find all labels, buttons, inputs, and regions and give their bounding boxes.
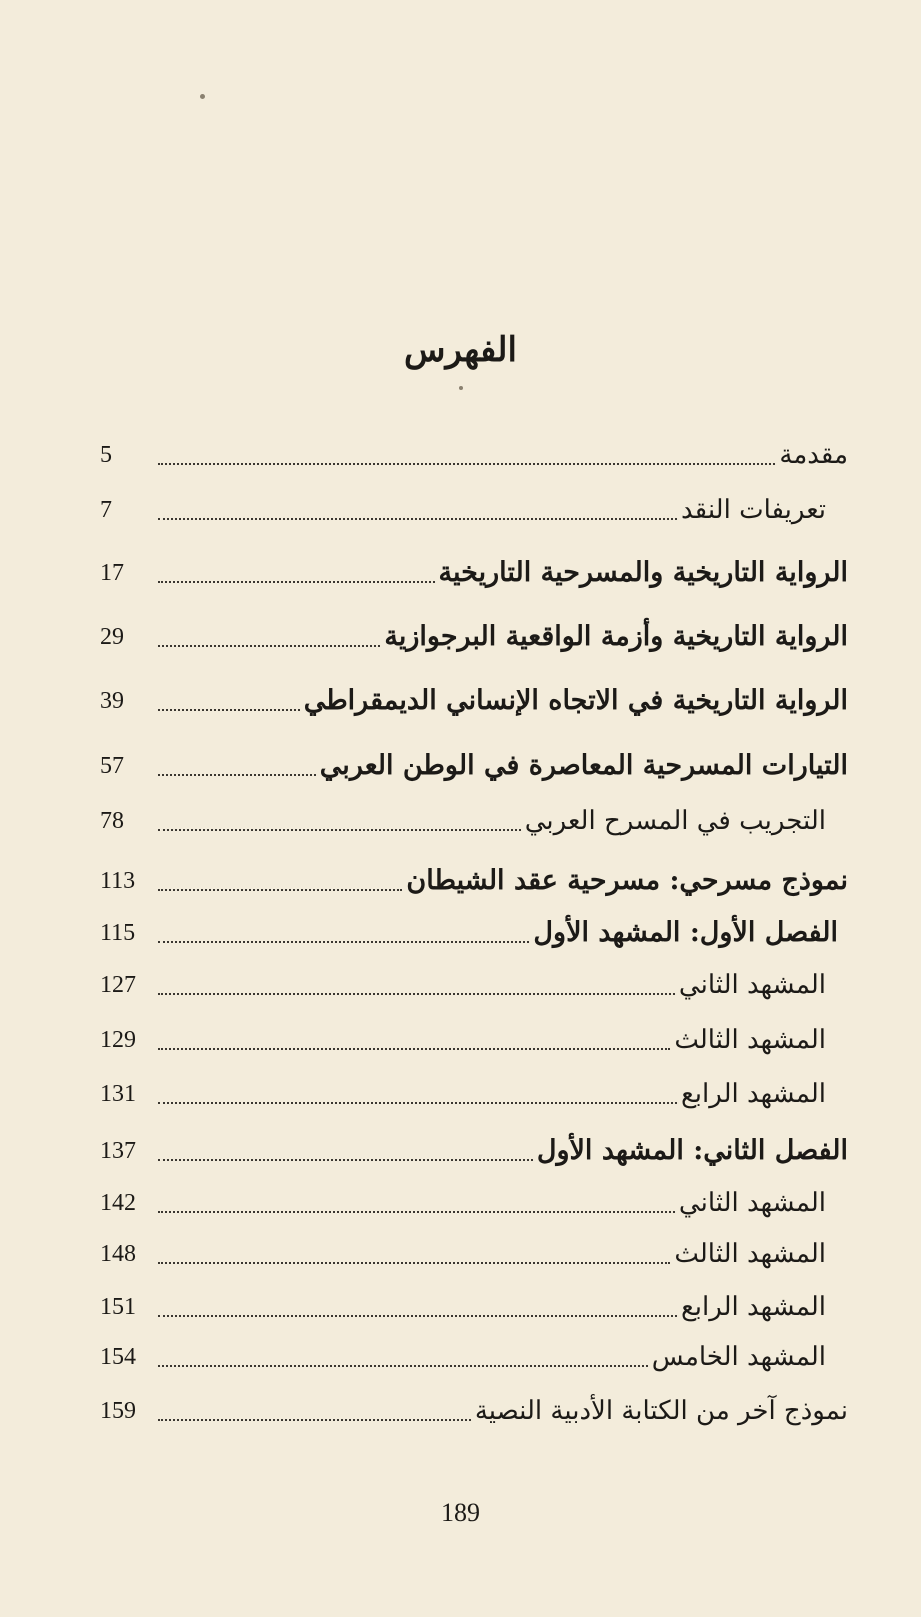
dot-leader: [158, 774, 316, 776]
toc-entry: [100, 743, 848, 789]
toc-entry: [100, 487, 848, 533]
toc-entry-label: المشهد الرابع: [680, 1079, 826, 1109]
toc-entry-page: 115: [100, 920, 136, 946]
dot-leader: [158, 463, 775, 465]
dot-leader: [158, 709, 300, 711]
toc-entry-page: 129: [100, 1027, 136, 1053]
toc-entry-page: 131: [100, 1081, 136, 1107]
toc-entry: [100, 1071, 848, 1117]
toc-entry: [100, 910, 848, 956]
toc-entry-label: المشهد الثاني: [678, 970, 826, 1000]
toc-entry: [100, 432, 848, 478]
dot-leader: [158, 1365, 648, 1367]
dot-leader: [158, 1419, 471, 1421]
toc-entry-label: المشهد الرابع: [680, 1292, 826, 1322]
toc-entry-page: 151: [100, 1294, 136, 1320]
dot-leader: [158, 1315, 677, 1317]
toc-entry-page: 154: [100, 1344, 136, 1370]
toc-entry: [100, 962, 848, 1008]
toc-entry-label: الفصل الأول: المشهد الأول: [533, 917, 838, 948]
dot-leader: [158, 518, 677, 520]
toc-entry-label: تعريفات النقد: [681, 495, 826, 525]
toc-entry: [100, 678, 848, 724]
toc-entry: [100, 550, 848, 596]
toc-entry-label: الرواية التاريخية وأزمة الواقعية البرجوازية: [384, 621, 848, 652]
toc-entry-page: 5: [100, 442, 112, 468]
toc-entry: [100, 1017, 848, 1063]
page-title: الفهرس: [404, 330, 517, 370]
toc-entry-label: الرواية التاريخية والمسرحية التاريخية: [438, 557, 848, 588]
toc-entry: [100, 798, 848, 844]
paper-speck: [459, 386, 463, 390]
toc-entry-page: 159: [100, 1398, 136, 1424]
toc-entry: [100, 1128, 848, 1174]
toc-entry-page: 148: [100, 1241, 136, 1267]
toc-entry-label: مقدمة: [779, 440, 848, 470]
toc-entry-label: المشهد الثاني: [678, 1188, 826, 1218]
toc-entry-label: الرواية التاريخية في الاتجاه الإنساني الديمقراطي: [303, 685, 848, 716]
dot-leader: [158, 993, 675, 995]
dot-leader: [158, 829, 521, 831]
toc-entry-page: 78: [100, 808, 124, 834]
toc-entry-page: 39: [100, 688, 124, 714]
page-number: 189: [441, 1498, 480, 1527]
toc-entry-page: 7: [100, 497, 112, 523]
toc-entry: [100, 1231, 848, 1277]
dot-leader: [158, 645, 380, 647]
toc-entry-label: نموذج مسرحي: مسرحية عقد الشيطان: [406, 865, 848, 896]
toc-entry-page: 17: [100, 560, 124, 586]
toc-entry: [100, 1284, 848, 1330]
toc-entry: [100, 858, 848, 904]
toc-entry-page: 29: [100, 624, 124, 650]
toc-entry-page: 142: [100, 1190, 136, 1216]
toc-entry-label: المشهد الثالث: [674, 1239, 826, 1269]
toc-entry-page: 137: [100, 1138, 136, 1164]
dot-leader: [158, 1211, 675, 1213]
toc-entry: [100, 1180, 848, 1226]
toc-entry-label: المشهد الثالث: [674, 1025, 826, 1055]
dot-leader: [158, 581, 435, 583]
toc-entry: [100, 614, 848, 660]
toc-entry-page: 57: [100, 753, 124, 779]
dot-leader: [158, 1048, 670, 1050]
paper-speck: [200, 94, 205, 99]
toc-entry-label: التجريب في المسرح العربي: [524, 806, 826, 836]
toc-entry-page: 127: [100, 972, 136, 998]
toc-entry: [100, 1388, 848, 1434]
dot-leader: [158, 941, 529, 943]
dot-leader: [158, 889, 402, 891]
dot-leader: [158, 1159, 533, 1161]
toc-entry: [100, 1334, 848, 1380]
dot-leader: [158, 1102, 677, 1104]
toc-entry-label: نموذج آخر من الكتابة الأدبية النصية: [474, 1396, 848, 1426]
toc-entry-label: الفصل الثاني: المشهد الأول: [536, 1135, 848, 1166]
toc-entry-page: 113: [100, 868, 136, 894]
toc-entry-label: المشهد الخامس: [651, 1342, 826, 1372]
toc-entry-label: التيارات المسرحية المعاصرة في الوطن العربي: [319, 750, 848, 781]
dot-leader: [158, 1262, 670, 1264]
